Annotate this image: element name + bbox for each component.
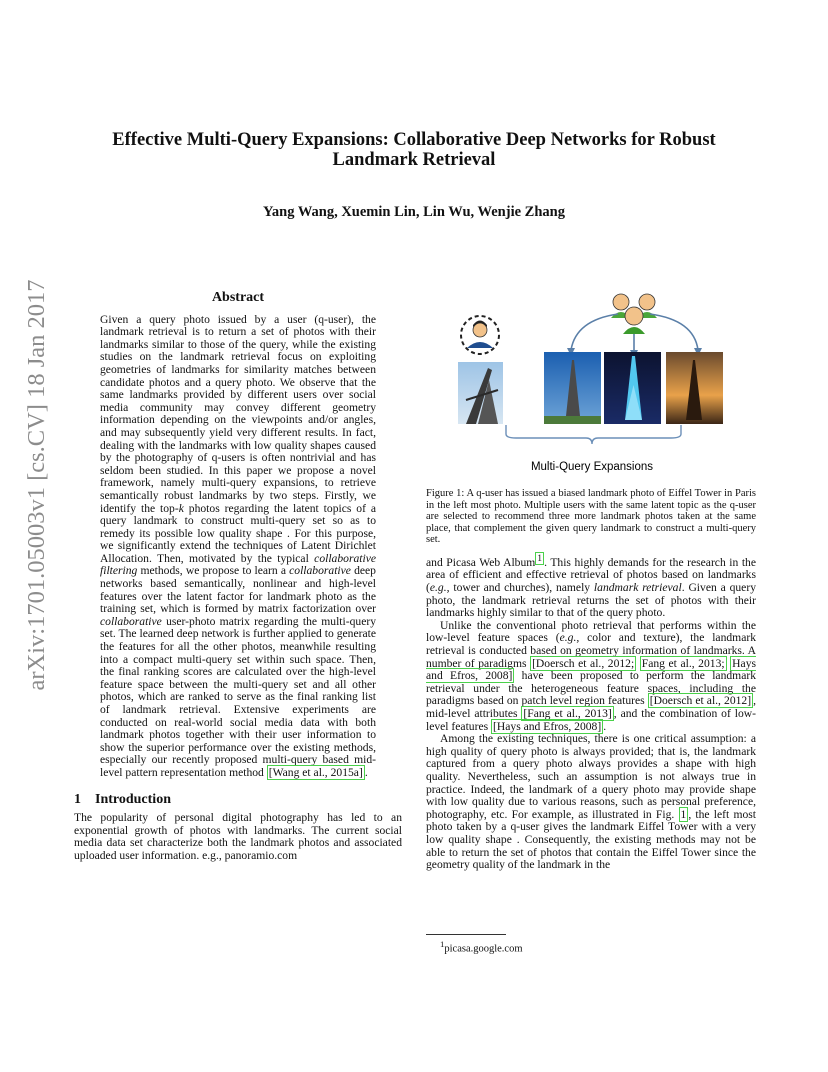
- recommended-photo-3: [666, 352, 723, 424]
- figure-label: Multi-Query Expansions: [530, 461, 654, 473]
- footnote: $^1$picasa.google.com: [440, 939, 523, 955]
- citation-link[interactable]: [Hays and Efros, 2008]: [493, 719, 602, 733]
- abstract-heading: Abstract: [211, 290, 265, 305]
- right-column: [426, 553, 756, 872]
- citation-link[interactable]: Hays and Efros, 2008]: [426, 656, 756, 683]
- abstract-text: Given a query photo issued by a user (q-user), the landmark retrieval is to return a set of photos with their landmarks similar to those of the query, while the existing studies on the landmark retrieval focus on exploiting geometries of landmarks for similarity matches between candidate photos and a query photo. We observe that the same landmarks provided by different users over social media community may convey different geometry information depending on the viewpoints and/or angles, and may subsequently yield very different results. In fact, dealing with the landmarks with low quality shapes caused by the photography of q-users is often nontrivial and has seldom been studied. In this paper we propose a novel framework, namely multi-query expansions, to retrieve semantically robust landmarks by two steps. Firstly, we identify the top-k photos regarding the latent topics of a query landmark to construct multi-query set so as to remedy its possible low quality shape . For this purpose, we significantly extend the techniques of Latent Dirichlet Allocation. Then, motivated by the typical collaborative filtering methods, we propose to learn a collaborative deep networks based semantically, nonlinear and high-level features over the latent factor for landmark photo as the training set, which is formed by matrix factorization over collaborative user-photo matrix regarding the multi-query set. The learned deep network is further applied to generate the features for all the other photos, meanwhile resulting into a compact multi-query set within such space. Then, the final ranking scores are calculated over the high-level feature space between the multi-query set and all other photos, which are ranked to serve as the final ranking list of landmark retrieval. Extensive experiments are conducted on real-world social media data with both landmark photos together with their user information to show the superior performance over the existing methods, especially our recently proposed multi-query based mid-level pattern representation method [Wang et al., 2015a] .: [100, 312, 376, 779]
- title-line-2: Landmark Retrieval: [332, 150, 496, 170]
- footnote-divider: [426, 934, 506, 935]
- citation-link[interactable]: [Wang et al., 2015a]: [268, 765, 363, 779]
- citation-link[interactable]: [Fang et al., 2013]: [523, 706, 612, 720]
- recommended-photo-2: [604, 352, 661, 424]
- footnote-link[interactable]: 1: [537, 553, 543, 564]
- left-column: [74, 292, 402, 863]
- recommended-photo-1: [544, 352, 601, 424]
- paper-title: [80, 130, 748, 170]
- right-paragraph-1: and Picasa Web Album $^1$ . This highly demands for the research in the area of efficient and effective retrieval of photos based on landmarks (e.g., tower and churches), namely landmark retrieval. Given a query photo, the landmark retrieval returns the set of photos with their landmarks highly similar to that of the query photo.: [426, 553, 756, 620]
- citation-link[interactable]: [Doersch et al., 2012]: [649, 694, 752, 708]
- citation-link[interactable]: [Doersch et al., 2012;: [532, 656, 635, 670]
- query-photo: [458, 362, 503, 424]
- right-paragraph-3: Among the existing techniques, there is one critical assumption: a high quality of query photo is always provided; that is, the landmark captured from a query photo always provides a shape with high quality. Nevertheless, such an assumption is not always true in practice. Indeed, the landmark of a query photo may provide shape with low quality due to various reasons, such as personal preference, photography, etc. For example, as illustrated in Fig. 1 , the left most photo taken by a q-user gives the landmark Eiffel Tower with a very low quality shape . Consequently, the existing methods may not be able to return the set of photos that contain the Eiffel Tower since the geometry quality of the landmark in the: [426, 732, 756, 872]
- title-line-1: Effective Multi-Query Expansions: Collaborative Deep Networks for Robust: [112, 130, 716, 150]
- figure-link[interactable]: 1: [680, 807, 687, 821]
- figure-caption: Figure 1: A q-user has issued a biased landmark photo of Eiffel Tower in Paris in the left most photo. Multiple users with the same latent topic as the q-user are selected to recommend three more landmark photos taken at the same place, that complement the given query landmark to construct a multi-query set.: [426, 488, 756, 546]
- grouping-brace: [506, 425, 681, 444]
- multi-query-illustration: [426, 290, 756, 480]
- intro-paragraph: The popularity of personal digital photography has led to an exponential growth of photos with landmarks. The current social media data set characterize both the landmark photos and associated uploaded user information. e.g., panoramio.com: [74, 811, 402, 862]
- arxiv-sidebar: [14, 279, 60, 691]
- right-paragraph-2: Unlike the conventional photo retrieval that performs within the low-level feature spaces (e.g., color and texture), the landmark retrieval is conducted based on geometry information of landmarks. A number of paradigms [Doersch et al., 2012; Fang et al., 2013; Hays and Efros, 2008] have been proposed to perform the landmark retrieval under the heterogeneous feature spaces, including the paradigms based on patch level region features [Doersch et al., 2012] , mid-level attributes [Fang et al., 2013] , and the combination of low-level features [Hays and Efros, 2008] .: [426, 618, 757, 733]
- section-heading-introduction: 1 Introduction: [74, 791, 171, 807]
- citation-link[interactable]: Fang et al., 2013;: [641, 656, 725, 670]
- q-user-icon: [461, 316, 499, 354]
- figure-1: [426, 290, 756, 480]
- arxiv-identifier: arXiv:1701.05003v1 [cs.CV] 18 Jan 2017: [23, 279, 50, 691]
- author-list: Yang Wang, Xuemin Lin, Lin Wu, Wenjie Zhang: [263, 204, 565, 220]
